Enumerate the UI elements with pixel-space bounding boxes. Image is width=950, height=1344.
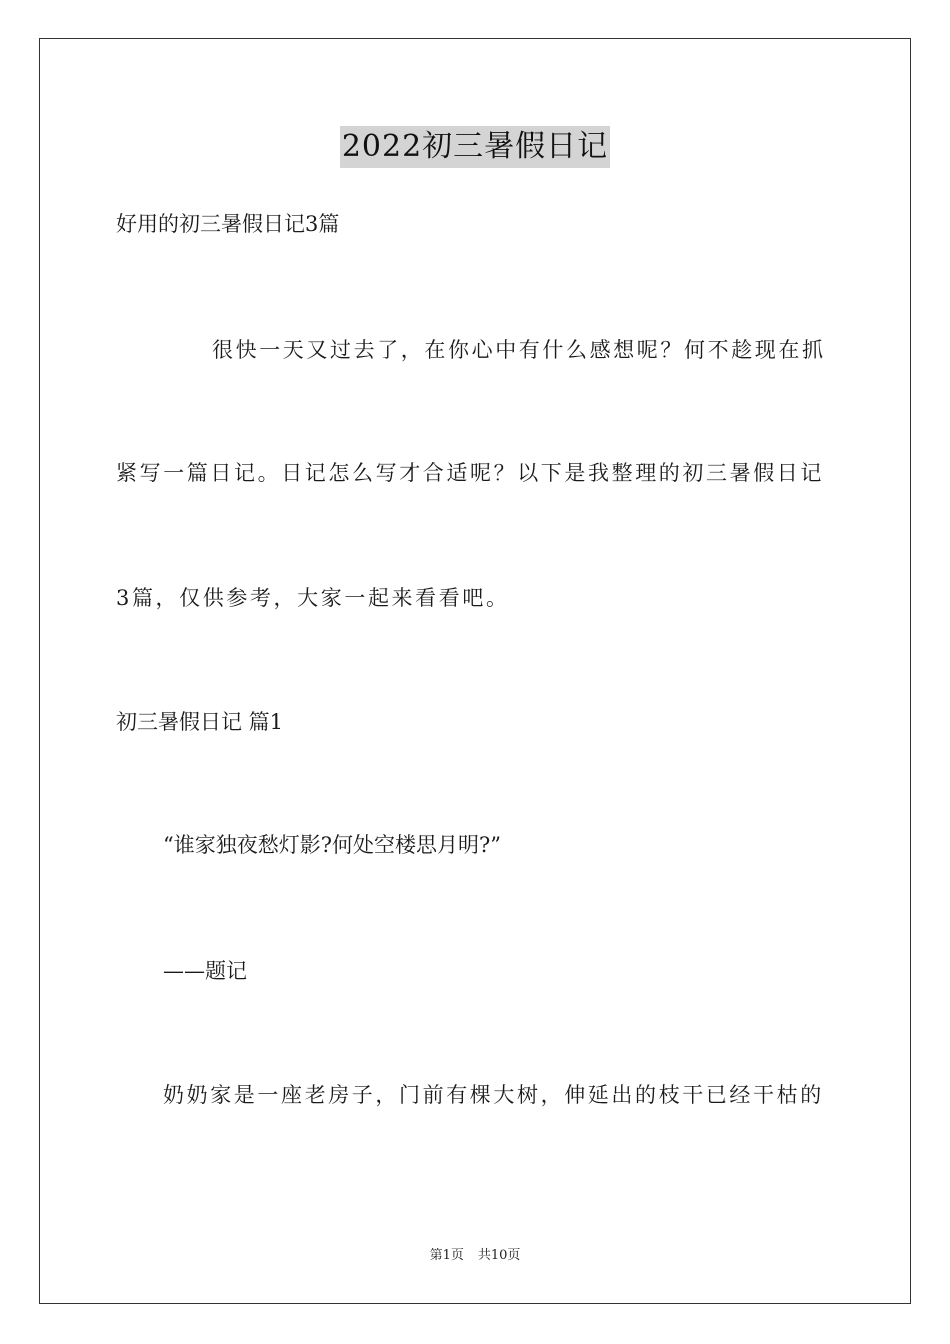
page-total: 共10页 [477,1248,521,1263]
title-container [0,126,950,168]
document-title: 2022初三暑假日记 [340,126,610,168]
epigraph: “谁家独夜愁灯影?何处空楼思月明?” [163,833,501,857]
section-heading: 初三暑假日记 篇1 [116,710,284,734]
epigraph-attribution: ——题记 [163,959,247,983]
document-subtitle: 好用的初三暑假日记3篇 [116,212,340,236]
page-number: 第1页 [429,1248,464,1263]
intro-line-2: 紧写一篇日记。日记怎么写才合适呢？以下是我整理的初三暑假日记 [116,461,824,485]
intro-line-1: 很快一天又过去了，在你心中有什么感想呢？何不趁现在抓 [212,338,826,362]
intro-line-3: 3篇，仅供参考，大家一起来看看吧。 [116,586,510,610]
body-paragraph-line: 奶奶家是一座老房子，门前有棵大树，伸延出的枝干已经干枯的 [163,1083,824,1107]
page-footer [0,1247,950,1265]
